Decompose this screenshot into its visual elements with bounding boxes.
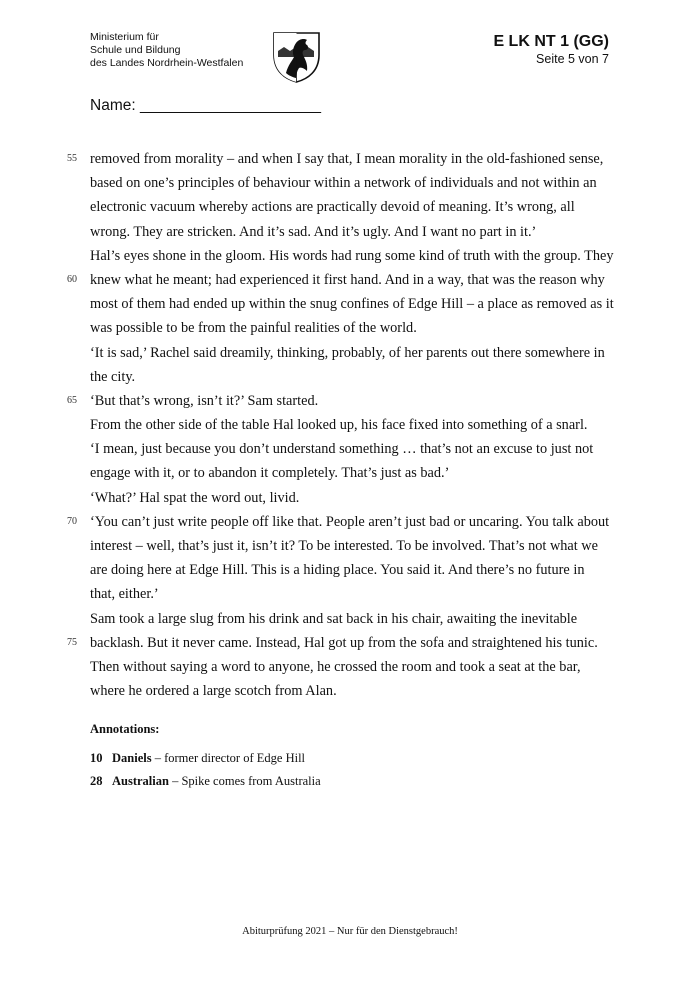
- annotation-item: [90, 747, 321, 770]
- text-line: [90, 679, 610, 703]
- exam-code: E LK NT 1 (GG): [493, 33, 609, 50]
- line-text: that, either.’: [90, 586, 159, 603]
- text-line: [67, 147, 610, 171]
- line-text: most of them had ended up within the snug confines of Edge Hill – a place as removed as it: [90, 296, 614, 313]
- text-line: [90, 655, 610, 679]
- line-number: 75: [67, 636, 77, 648]
- text-line: [67, 268, 610, 292]
- line-text: Sam took a large slug from his drink and sat back in his chair, awaiting the inevitable: [90, 610, 578, 627]
- text-line: [90, 316, 610, 340]
- line-text: engage with it, or to abandon it completely. That’s just as bad.’: [90, 465, 450, 482]
- source-text: [67, 147, 614, 703]
- name-field: Name: _____________________: [90, 97, 321, 114]
- nrw-coat-of-arms-icon: [272, 31, 321, 83]
- line-text: electronic vacuum whereby actions are practically devoid of meaning. It’s wrong, all: [90, 199, 575, 216]
- text-line: [67, 389, 610, 413]
- annotation-description: – Spike comes from Australia: [168, 773, 321, 788]
- text-line: [90, 582, 610, 606]
- text-line: [90, 195, 610, 219]
- annotation-item: [90, 770, 321, 793]
- line-text: knew what he meant; had experienced it first hand. And in a way, that was the reason why: [90, 271, 605, 288]
- text-line: [90, 292, 614, 316]
- line-text: the city.: [90, 368, 136, 385]
- line-text: removed from morality – and when I say that, I mean morality in the old-fashioned sense,: [90, 151, 604, 167]
- annotations-title: Annotations:: [90, 722, 160, 736]
- line-text: ‘What?’ Hal spat the word out, livid.: [90, 489, 300, 506]
- text-line: [90, 220, 610, 244]
- annotation-line-number: 10: [90, 751, 103, 765]
- line-text: was possible to be from the painful realities of the world.: [90, 320, 417, 337]
- ministry-name: [90, 31, 243, 70]
- ministry-line: des Landes Nordrhein-Westfalen: [90, 57, 244, 69]
- annotation-term: Daniels: [112, 751, 152, 765]
- line-text: based on one’s principles of behaviour within a network of individuals and not within an: [90, 175, 597, 192]
- text-line: [90, 365, 610, 389]
- line-text: Hal’s eyes shone in the gloom. His words had rung some kind of truth with the group. They: [90, 247, 614, 264]
- ministry-line: Schule und Bildung: [90, 44, 181, 56]
- line-text: ‘It is sad,’ Rachel said dreamily, thinking, probably, of her parents out there somewhere in: [90, 344, 605, 361]
- line-number: 60: [67, 273, 77, 285]
- text-line: [90, 171, 610, 195]
- text-line: [90, 486, 610, 510]
- line-text: interest – well, that’s just it, isn’t it? To be interested. To be involved. That’s not what we: [90, 538, 598, 554]
- text-line: [90, 534, 610, 558]
- page-number: Seite 5 von 7: [536, 52, 609, 66]
- line-number: 65: [67, 394, 77, 406]
- line-text: ‘But that’s wrong, isn’t it?’ Sam started.: [90, 392, 319, 409]
- line-text: From the other side of the table Hal looked up, his face fixed into something of a snarl.: [90, 417, 588, 434]
- line-text: backlash. But it never came. Instead, Hal got up from the sofa and straightened his tunic.: [90, 634, 598, 651]
- text-line: [90, 461, 610, 485]
- line-number: 55: [67, 153, 77, 164]
- text-line: [90, 341, 610, 365]
- text-line: [67, 631, 610, 655]
- text-line: [67, 510, 610, 534]
- annotation-term: Australian: [112, 773, 169, 788]
- line-text: where he ordered a large scotch from Alan.: [90, 683, 337, 700]
- text-line: [90, 244, 614, 268]
- text-line: [90, 413, 610, 437]
- ministry-line: Ministerium für: [90, 31, 159, 43]
- annotation-description: – former director of Edge Hill: [151, 751, 306, 765]
- line-text: Then without saying a word to anyone, he crossed the room and took a seat at the bar,: [90, 658, 581, 675]
- line-text: wrong. They are stricken. And it’s sad. And it’s ugly. And I want no part in it.’: [90, 223, 537, 240]
- line-text: are doing here at Edge Hill. This is a hiding place. You said it. And there’s no future in: [90, 562, 585, 579]
- line-number: 70: [67, 515, 77, 527]
- annotations-section: [90, 722, 321, 792]
- line-text: ‘You can’t just write people off like that. People aren’t just bad or uncaring. You talk about: [90, 513, 610, 530]
- line-text: ‘I mean, just because you don’t understand something … that’s not an excuse to just not: [90, 441, 594, 458]
- annotation-line-number: 28: [90, 773, 103, 788]
- text-line: [90, 437, 610, 461]
- text-line: [90, 558, 610, 582]
- text-line: [90, 607, 610, 631]
- page-footer: Abiturprüfung 2021 – Nur für den Dienstgebrauch!: [242, 926, 458, 937]
